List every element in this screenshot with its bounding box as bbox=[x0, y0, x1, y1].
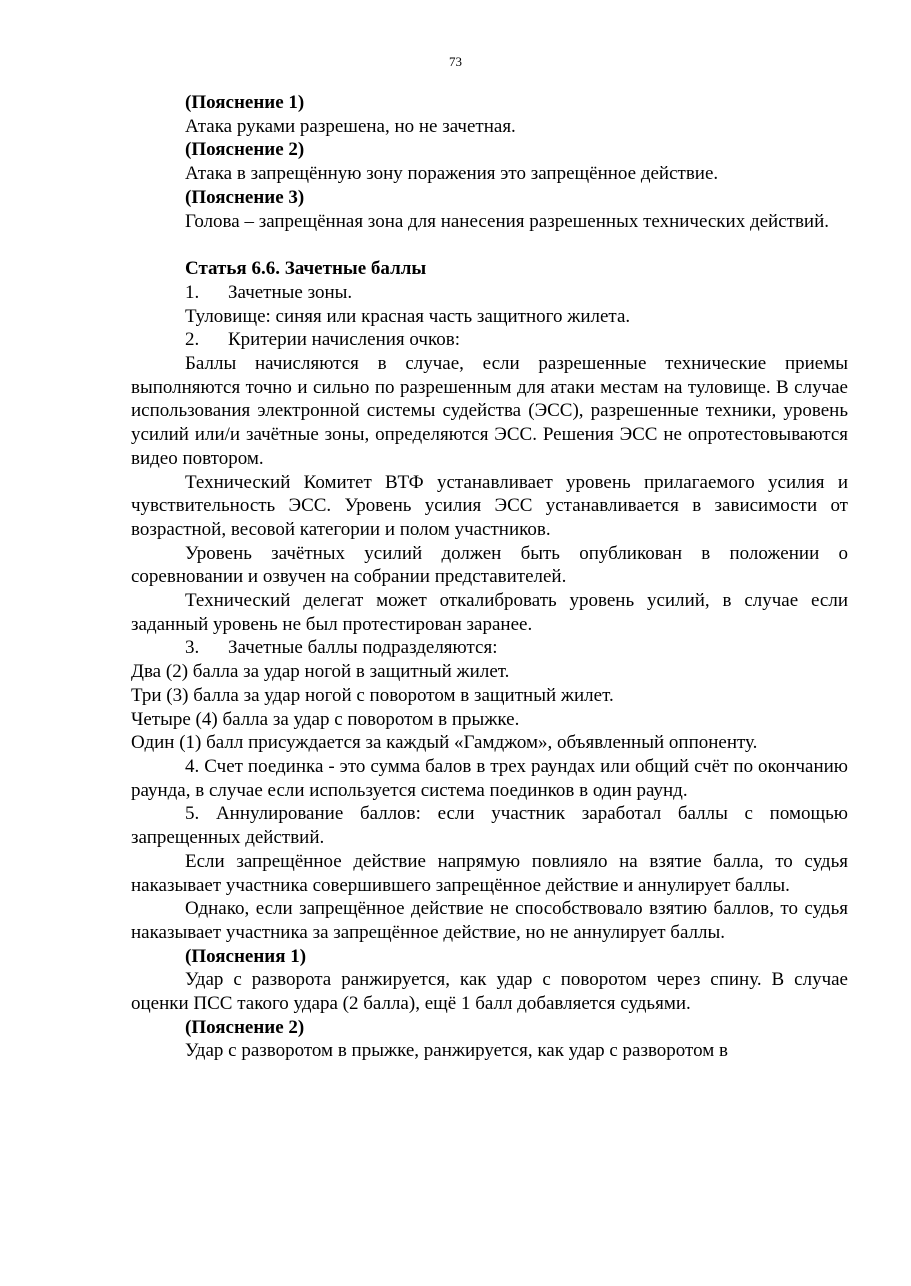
list-item-5-number: 5. bbox=[185, 803, 200, 825]
points-line: Три (3) балла за удар ногой с поворотом в защитный жилет. bbox=[131, 684, 614, 706]
list-item-4-number: 4. bbox=[185, 755, 200, 777]
paragraph-6: Однако, если запрещённое действие не способствовало взятию баллов, то судья наказывает участника за запрещённое действие, но не аннулирует баллы. bbox=[131, 898, 848, 943]
list-item-3-text: Зачетные баллы подразделяются: bbox=[228, 637, 498, 659]
list-item-3-number: 3. bbox=[185, 637, 200, 659]
article-heading: Статья 6.6. Зачетные баллы bbox=[185, 258, 427, 280]
points-line: Один (1) балл присуждается за каждый «Гамджом», объявленный оппоненту. bbox=[131, 732, 758, 754]
paragraph-5: Если запрещённое действие напрямую повлияло на взятие балла, то судья наказывает участника совершившего запрещённое действие и аннулирует баллы. bbox=[131, 850, 848, 896]
note-a-text: Удар с разворота ранжируется, как удар с поворотом через спину. В случае оценки ПСС такого удара (2 балла), ещё 1 балл добавляется судьями. bbox=[131, 969, 848, 1015]
list-item-5-text: Аннулирование баллов: если участник заработал баллы с помощью запрещенных действий. bbox=[131, 803, 849, 849]
paragraph-3: Уровень зачётных усилий должен быть опубликован в положении о соревновании и озвучен на собрании представителей. bbox=[131, 542, 848, 588]
list-item-5 bbox=[131, 802, 848, 849]
note-1-text: Атака руками разрешена, но не зачетная. bbox=[185, 115, 516, 137]
list-item-1-number: 1. bbox=[185, 281, 200, 303]
list-item-1-text: Зачетные зоны. bbox=[228, 281, 353, 303]
list-item-4 bbox=[131, 755, 848, 802]
note-3-heading: (Пояснение 3) bbox=[185, 186, 305, 208]
paragraph-2: Технический Комитет ВТФ устанавливает уровень прилагаемого усилия и чувствительность ЭСС. Уровень усилия ЭСС устанавливается в зависимости от возрастной, весовой категории и полом участников. bbox=[131, 471, 848, 540]
list-item-2 bbox=[131, 328, 848, 352]
torso-paragraph: Туловище: синяя или красная часть защитного жилета. bbox=[185, 305, 631, 327]
page-number: 73 bbox=[449, 54, 462, 69]
note-1-heading: (Пояснение 1) bbox=[185, 92, 305, 113]
points-line: Два (2) балла за удар ногой в защитный жилет. bbox=[131, 661, 510, 683]
document-body bbox=[131, 91, 848, 1063]
list-item-4-text: Счет поединка - это сумма балов в трех раундах или общий счёт по окончанию раунда, в случае если используется система поединков в один раунд. bbox=[131, 755, 848, 801]
note-b-heading: (Пояснение 2) bbox=[185, 1016, 305, 1038]
note-2-heading: (Пояснение 2) bbox=[185, 139, 305, 161]
list-item-2-number: 2. bbox=[185, 329, 200, 351]
list-item-3 bbox=[131, 636, 848, 660]
spacer bbox=[131, 233, 848, 257]
paragraph-1: Баллы начисляются в случае, если разрешенные технические приемы выполняются точно и сильно по разрешенным для атаки местам на туловище. В случае использования электронной системы судейства (ЭСС), разрешенные техники, уровень усилий или/и зачётные зоны, определяются ЭСС. Решения ЭСС не опротестовываются видео повтором. bbox=[131, 353, 848, 469]
note-3-text: Голова – запрещённая зона для нанесения разрешенных технических действий. bbox=[185, 210, 830, 232]
note-2-text: Атака в запрещённую зону поражения это запрещённое действие. bbox=[185, 163, 719, 185]
list-item-2-text: Критерии начисления очков: bbox=[228, 329, 460, 351]
note-b-text: Удар с разворотом в прыжке, ранжируется, как удар с разворотом в bbox=[185, 1040, 728, 1062]
points-line: Четыре (4) балла за удар с поворотом в прыжке. bbox=[131, 708, 520, 730]
list-item-1 bbox=[131, 281, 848, 305]
paragraph-4: Технический делегат может откалибровать уровень усилий, в случае если заданный уровень не был протестирован заранее. bbox=[131, 590, 848, 635]
note-a-heading: (Пояснения 1) bbox=[185, 945, 307, 967]
